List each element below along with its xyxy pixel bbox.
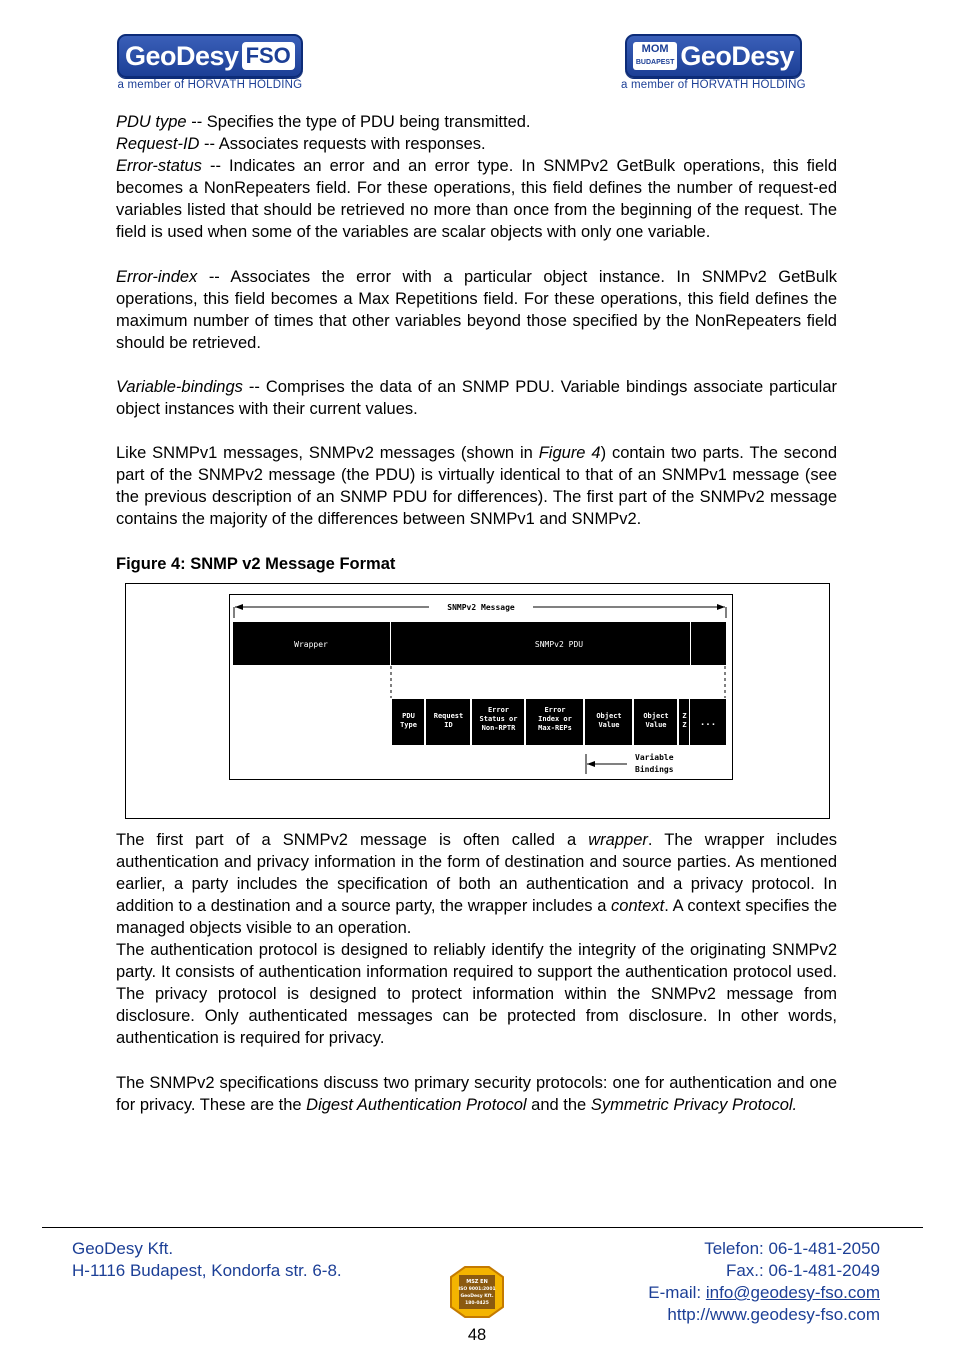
term-wrapper: wrapper xyxy=(588,830,648,849)
footer-contact-info xyxy=(648,1238,880,1326)
pdu-field-label: Status or xyxy=(479,714,518,723)
pdu-field-label: Error xyxy=(487,705,510,714)
badge-line-1: MSZ EN xyxy=(466,1279,488,1285)
text: ) contain two parts. The second part of the SNMPv2 message (the PDU) is virtually identical to that of an SNMPv1 message (see the previous description of an SNMP PDU for differences). The first part of the SNMPv2 message contains the majority of the differences between SNMPv1 and SNMPv2. xyxy=(116,444,837,529)
email-label: E-mail: xyxy=(648,1283,706,1302)
paragraph-pdu-type xyxy=(116,111,837,133)
text: and the xyxy=(526,1095,591,1114)
message-arrowhead-right xyxy=(717,604,725,610)
term-pdu-type: PDU type xyxy=(116,113,187,131)
snmp-v2-message-diagram xyxy=(229,594,734,780)
text: -- Associates the error with a particular object instance. In SNMPv2 GetBulk operations, this field becomes a Max Repetitions field. For these operations, this field defines the maximum number of times that other variables beyond those specified by the NonRepeaters field should be retrieved. xyxy=(116,267,837,352)
term-symmetric-privacy: Symmetric Privacy Protocol. xyxy=(590,1095,798,1114)
badge-line-3: GeoDesy Kft. xyxy=(460,1294,494,1299)
term-context: context xyxy=(611,896,665,915)
pdu-field-label: Type xyxy=(400,720,417,729)
text: . The wrapper includes authentication and privacy information in the form of destination and source parties. As mentioned earlier, a party includes the specification of both an authentication and a privacy protocol. In addition to a destination and a source party, the wrapper includes a xyxy=(116,830,837,915)
pdu-field-label: Index or xyxy=(538,714,572,723)
text: -- Indicates an error and an error type. In SNMPv2 GetBulk operations, this field becomes a NonRepeaters field. For these operations, this field defines the number of request-ed variables listed that should be retrieved no more than once from the beginning of the request. The field is used when some of the variables are scalar objects with only one variable. xyxy=(116,157,837,242)
paragraph-authentication: The authentication protocol is designed to reliably identify the integrity of the originating SNMPv2 party. It consists of authentication information required to support the authentication protocol used. The privacy protocol is designed to protect information within the SNMPv2 message from disclosure. Only authenticated messages can be protected from disclosure. In other words, authentication is required for privacy. xyxy=(116,941,837,1048)
text: . A context specifies the managed objects visible to an operation. xyxy=(116,896,838,937)
badge-line-2: ISO 9001:2001 xyxy=(458,1287,496,1292)
pdu-field-label: Z xyxy=(682,720,687,729)
geodesy-fso-logo xyxy=(117,34,303,91)
footer-divider xyxy=(42,1227,923,1228)
bindings-label-2: Bindings xyxy=(635,764,674,774)
phone-number: Telefon: 06-1-481-2050 xyxy=(704,1239,880,1258)
term-request-id: Request-ID xyxy=(116,135,200,154)
company-address: H-1116 Budapest, Kondorfa str. 6-8. xyxy=(72,1261,342,1280)
pdu-field-label: Request xyxy=(433,711,464,720)
pdu-label: SNMPv2 PDU xyxy=(534,639,584,649)
message-arrowhead-left xyxy=(235,604,243,610)
paragraph-request-id xyxy=(116,133,837,155)
text: Like SNMPv1 messages, SNMPv2 messages (shown in xyxy=(116,444,539,463)
wrapper-label: Wrapper xyxy=(294,639,328,649)
bindings-arrowhead xyxy=(587,761,595,767)
pdu-field-label: PDU xyxy=(402,711,415,720)
document-body xyxy=(116,111,837,1116)
iso-certification-badge-icon xyxy=(447,1263,507,1321)
footer-company-info xyxy=(72,1238,342,1282)
pdu-field-label: ID xyxy=(444,720,453,729)
paragraph-error-status xyxy=(116,155,837,243)
pdu-field-label: Object xyxy=(596,711,622,720)
logo-word: GeoDesy xyxy=(680,41,794,71)
paragraph-snmpv2-messages xyxy=(116,442,837,530)
ellipsis-label: ... xyxy=(699,717,717,728)
text: -- Associates requests with responses. xyxy=(199,135,486,154)
logo-box-left xyxy=(117,34,303,78)
message-label: SNMPv2 Message xyxy=(447,602,515,612)
mom-tag xyxy=(633,42,678,70)
pdu-field-label: Z xyxy=(682,711,687,720)
pdu-field-label: Non-RPTR xyxy=(481,723,516,732)
pdu-tail-block xyxy=(691,622,726,665)
pdu-fields xyxy=(392,699,689,745)
logo-subtitle: a member of HORVÁTH HOLDING xyxy=(117,79,303,91)
mom-tag-top: MOM xyxy=(641,43,669,55)
pdu-field-label: Value xyxy=(598,720,620,729)
website-link[interactable]: http://www.geodesy-fso.com xyxy=(667,1305,880,1324)
paragraph-wrapper xyxy=(116,829,837,939)
email-line xyxy=(648,1282,880,1304)
figure-reference: Figure 4 xyxy=(538,444,601,463)
term-variable-bindings: Variable-bindings xyxy=(116,377,243,396)
text: -- Comprises the data of an SNMP PDU. Variable bindings associate particular object instances with their current values. xyxy=(116,377,837,419)
term-digest-auth: Digest Authentication Protocol xyxy=(306,1095,527,1114)
pdu-field-label: Error xyxy=(544,705,566,714)
company-name: GeoDesy Kft. xyxy=(72,1239,174,1258)
pdu-field-label: Max-REPs xyxy=(538,723,572,732)
fax-number: Fax.: 06-1-481-2049 xyxy=(725,1261,880,1280)
mom-geodesy-logo xyxy=(621,34,806,91)
paragraph-security-protocols xyxy=(116,1072,837,1116)
figure-frame xyxy=(125,583,830,819)
pdu-field-label: Value xyxy=(645,720,667,729)
text: The SNMPv2 specifications discuss two primary security protocols: one for authentication and one for privacy. These are the xyxy=(116,1073,837,1114)
pdu-field-label: Object xyxy=(643,711,669,720)
logo-tag: FSO xyxy=(242,42,295,70)
logo-subtitle: a member of HORVÁTH HOLDING xyxy=(621,79,806,91)
email-link[interactable]: info@geodesy-fso.com xyxy=(705,1283,880,1302)
text: -- Specifies the type of PDU being transmitted. xyxy=(186,113,531,131)
paragraph-variable-bindings xyxy=(116,376,837,420)
logo-word: GeoDesy xyxy=(125,41,239,71)
text: The first part of a SNMPv2 message is often called a xyxy=(116,830,589,849)
bindings-label-1: Variable xyxy=(635,752,674,762)
figure-caption: Figure 4: SNMP v2 Message Format xyxy=(116,554,396,573)
page-number: 48 xyxy=(467,1326,487,1344)
mom-tag-bottom: BUDAPEST xyxy=(635,59,675,66)
logo-box-right xyxy=(625,34,802,78)
term-error-index: Error-index xyxy=(116,267,198,286)
badge-line-4: 180-0425 xyxy=(465,1301,489,1306)
paragraph-error-index xyxy=(116,266,837,354)
term-error-status: Error-status xyxy=(116,157,202,176)
